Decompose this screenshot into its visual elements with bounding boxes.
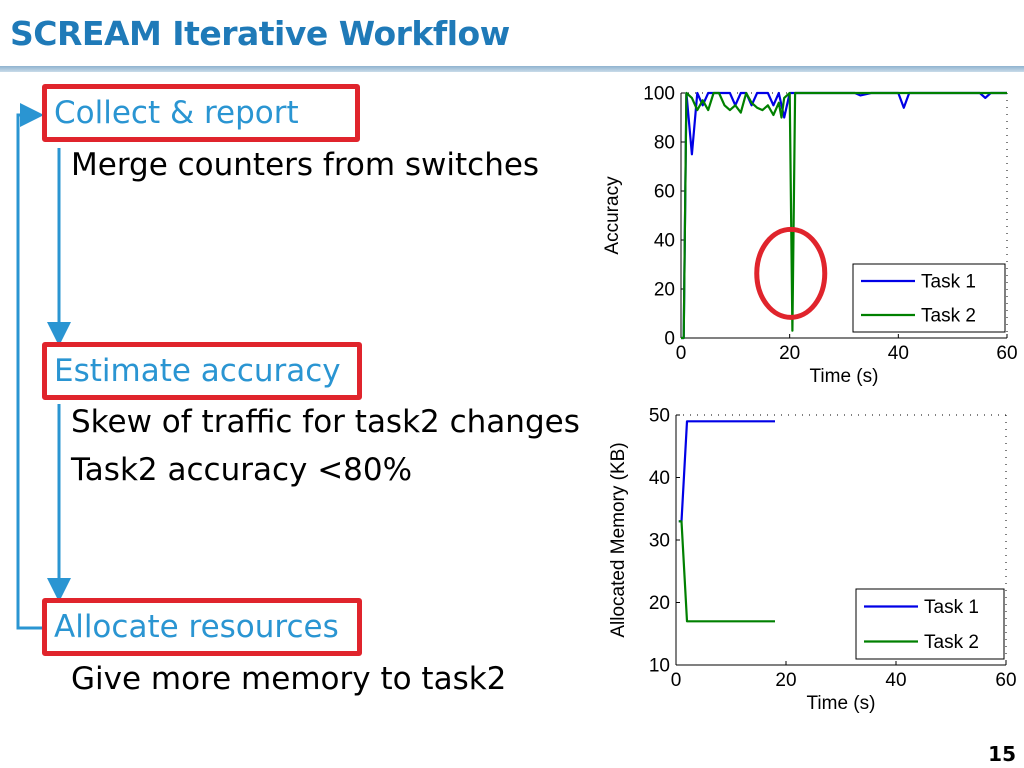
bullet-give-memory: Give more memory to task2: [71, 661, 507, 697]
y-tick-label: 20: [648, 593, 670, 615]
y-axis-label: Accuracy: [602, 176, 623, 255]
step-label-estimate: Estimate accuracy: [54, 353, 341, 389]
y-tick-label: 0: [664, 328, 675, 350]
step-label-allocate: Allocate resources: [54, 609, 339, 645]
arrow-loop-back: [18, 115, 44, 628]
legend-label: Task 1: [921, 271, 976, 293]
y-tick-label: 30: [648, 530, 670, 552]
x-axis-label: Time (s): [806, 693, 876, 714]
y-tick-label: 80: [653, 132, 675, 154]
x-tick-label: 20: [779, 343, 801, 364]
x-tick-label: 20: [775, 670, 797, 691]
x-axis-label: Time (s): [809, 366, 879, 387]
y-tick-label: 60: [653, 181, 675, 203]
x-tick-label: 60: [995, 670, 1017, 691]
y-tick-label: 100: [643, 83, 675, 105]
slide-title: SCREAM Iterative Workflow: [10, 14, 510, 53]
x-tick-label: 60: [996, 343, 1018, 364]
legend-label: Task 2: [924, 632, 979, 654]
x-tick-label: 40: [887, 343, 909, 364]
y-tick-label: 40: [648, 468, 670, 490]
x-tick-label: 0: [675, 343, 687, 364]
x-tick-label: 0: [670, 670, 682, 691]
page-number: 15: [988, 742, 1016, 766]
bullet-merge-counters: Merge counters from switches: [71, 147, 540, 183]
x-tick-label: 40: [885, 670, 907, 691]
y-tick-label: 10: [648, 655, 670, 677]
legend-label: Task 2: [921, 305, 976, 327]
legend-label: Task 1: [924, 597, 979, 619]
series-line-task-2: [679, 521, 775, 621]
bullet-skew-of-traffic: Skew of traffic for task2 changes: [71, 404, 580, 440]
series-line-task-1: [679, 421, 775, 521]
y-tick-label: 40: [653, 230, 675, 252]
y-tick-label: 20: [653, 279, 675, 301]
accuracy-chart: [590, 76, 1020, 398]
y-tick-label: 50: [648, 405, 670, 427]
bullet-task2-accuracy: Task2 accuracy <80%: [71, 452, 413, 488]
y-axis-label: Allocated Memory (KB): [608, 442, 629, 638]
memory-chart: [590, 400, 1020, 726]
step-label-collect: Collect & report: [54, 95, 299, 131]
